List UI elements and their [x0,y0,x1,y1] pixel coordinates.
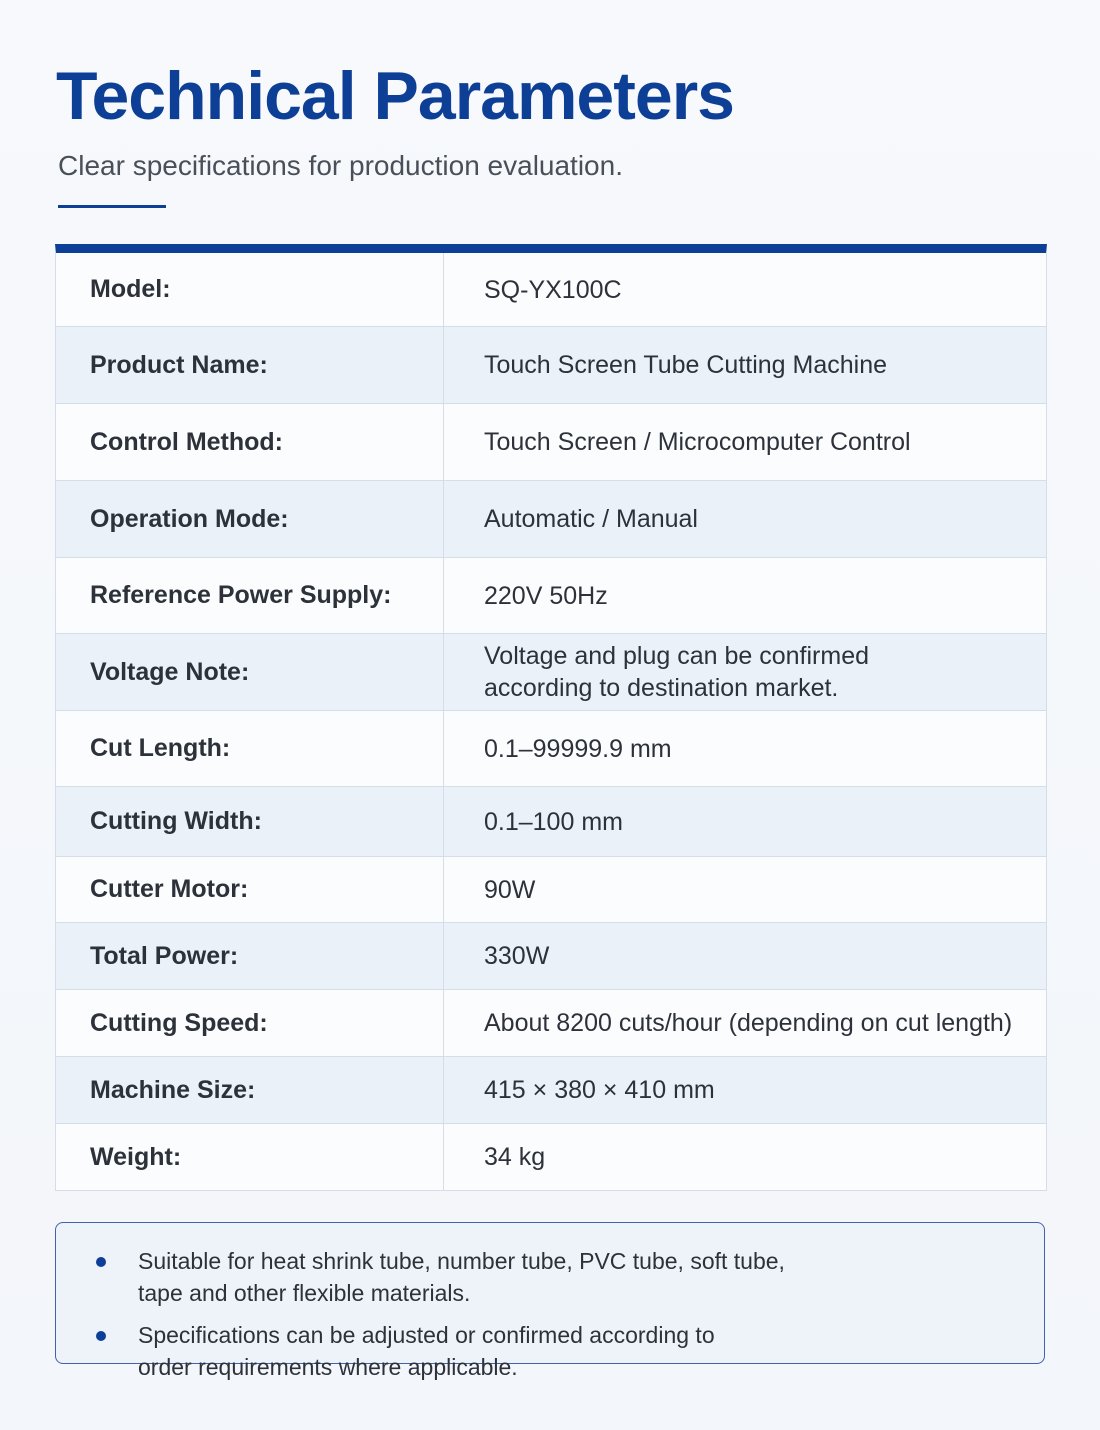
note-text: Specifications can be adjusted or confirmed according to order requirements where applicable. [138,1322,715,1380]
spec-row-control-method [56,404,1046,481]
page-title: Technical Parameters [56,58,734,134]
spec-value-text: Voltage and plug can be confirmed according to destination market. [484,642,869,702]
spec-row-weight [56,1124,1046,1191]
spec-value-text: 34 kg [484,1143,546,1171]
spec-value-text: SQ-YX100C [484,275,622,304]
spec-row-total-power [56,923,1046,990]
accent-divider [58,205,166,208]
spec-value [444,857,1046,922]
spec-label: Machine Size: [56,1057,444,1123]
spec-value [444,634,1046,710]
spec-value-text: 90W [484,875,536,904]
spec-value [444,1057,1046,1123]
spec-row-machine-size [56,1057,1046,1124]
spec-label: Cut Length: [56,711,444,786]
spec-value [444,923,1046,989]
spec-row-operation-mode [56,481,1046,558]
spec-row-cutter-motor [56,857,1046,923]
spec-row-cutting-width [56,787,1046,857]
spec-value-text: Automatic / Manual [484,505,698,533]
spec-label: Total Power: [56,923,444,989]
spec-value-text: 330W [484,942,550,970]
spec-label: Cutting Speed: [56,990,444,1056]
spec-value-text: Touch Screen / Microcomputer Control [484,428,911,456]
note-text: Suitable for heat shrink tube, number tube, PVC tube, soft tube, tape and other flexible materials. [138,1248,785,1306]
notes-box [55,1222,1045,1380]
spec-row-cut-length [56,711,1046,787]
spec-value-text: Touch Screen Tube Cutting Machine [484,351,888,379]
spec-label: Control Method: [56,404,444,480]
spec-table [55,244,1047,1191]
spec-value-text: About 8200 cuts/hour (depending on cut length) [484,1009,1013,1037]
bullet-icon [96,1331,106,1341]
spec-value [444,1124,1046,1190]
spec-value [444,558,1046,633]
page-subtitle: Clear specifications for production evaluation. [58,150,623,181]
spec-value-text: 0.1–100 mm [484,807,623,836]
spec-value-text: 220V 50Hz [484,581,608,610]
spec-value [444,711,1046,786]
note-item [96,1319,1014,1383]
spec-row-cutting-speed [56,990,1046,1057]
spec-row-model [56,253,1046,327]
spec-label: Cutter Motor: [56,857,444,922]
spec-value [444,990,1046,1056]
bullet-icon [96,1257,106,1267]
spec-value-text: 415 × 380 × 410 mm [484,1076,715,1104]
spec-row-voltage-note [56,634,1046,711]
spec-value [444,327,1046,403]
spec-label: Weight: [56,1124,444,1190]
spec-value [444,787,1046,856]
spec-label: Model: [56,253,444,326]
spec-label: Cutting Width: [56,787,444,856]
spec-row-power-supply [56,558,1046,634]
spec-value-text: 0.1–99999.9 mm [484,734,672,763]
spec-row-product-name [56,327,1046,404]
spec-label: Reference Power Supply: [56,558,444,633]
spec-value [444,253,1046,326]
spec-value [444,481,1046,557]
note-item [96,1245,1014,1309]
spec-value [444,404,1046,480]
spec-label: Operation Mode: [56,481,444,557]
spec-label: Voltage Note: [56,634,444,710]
spec-label: Product Name: [56,327,444,403]
